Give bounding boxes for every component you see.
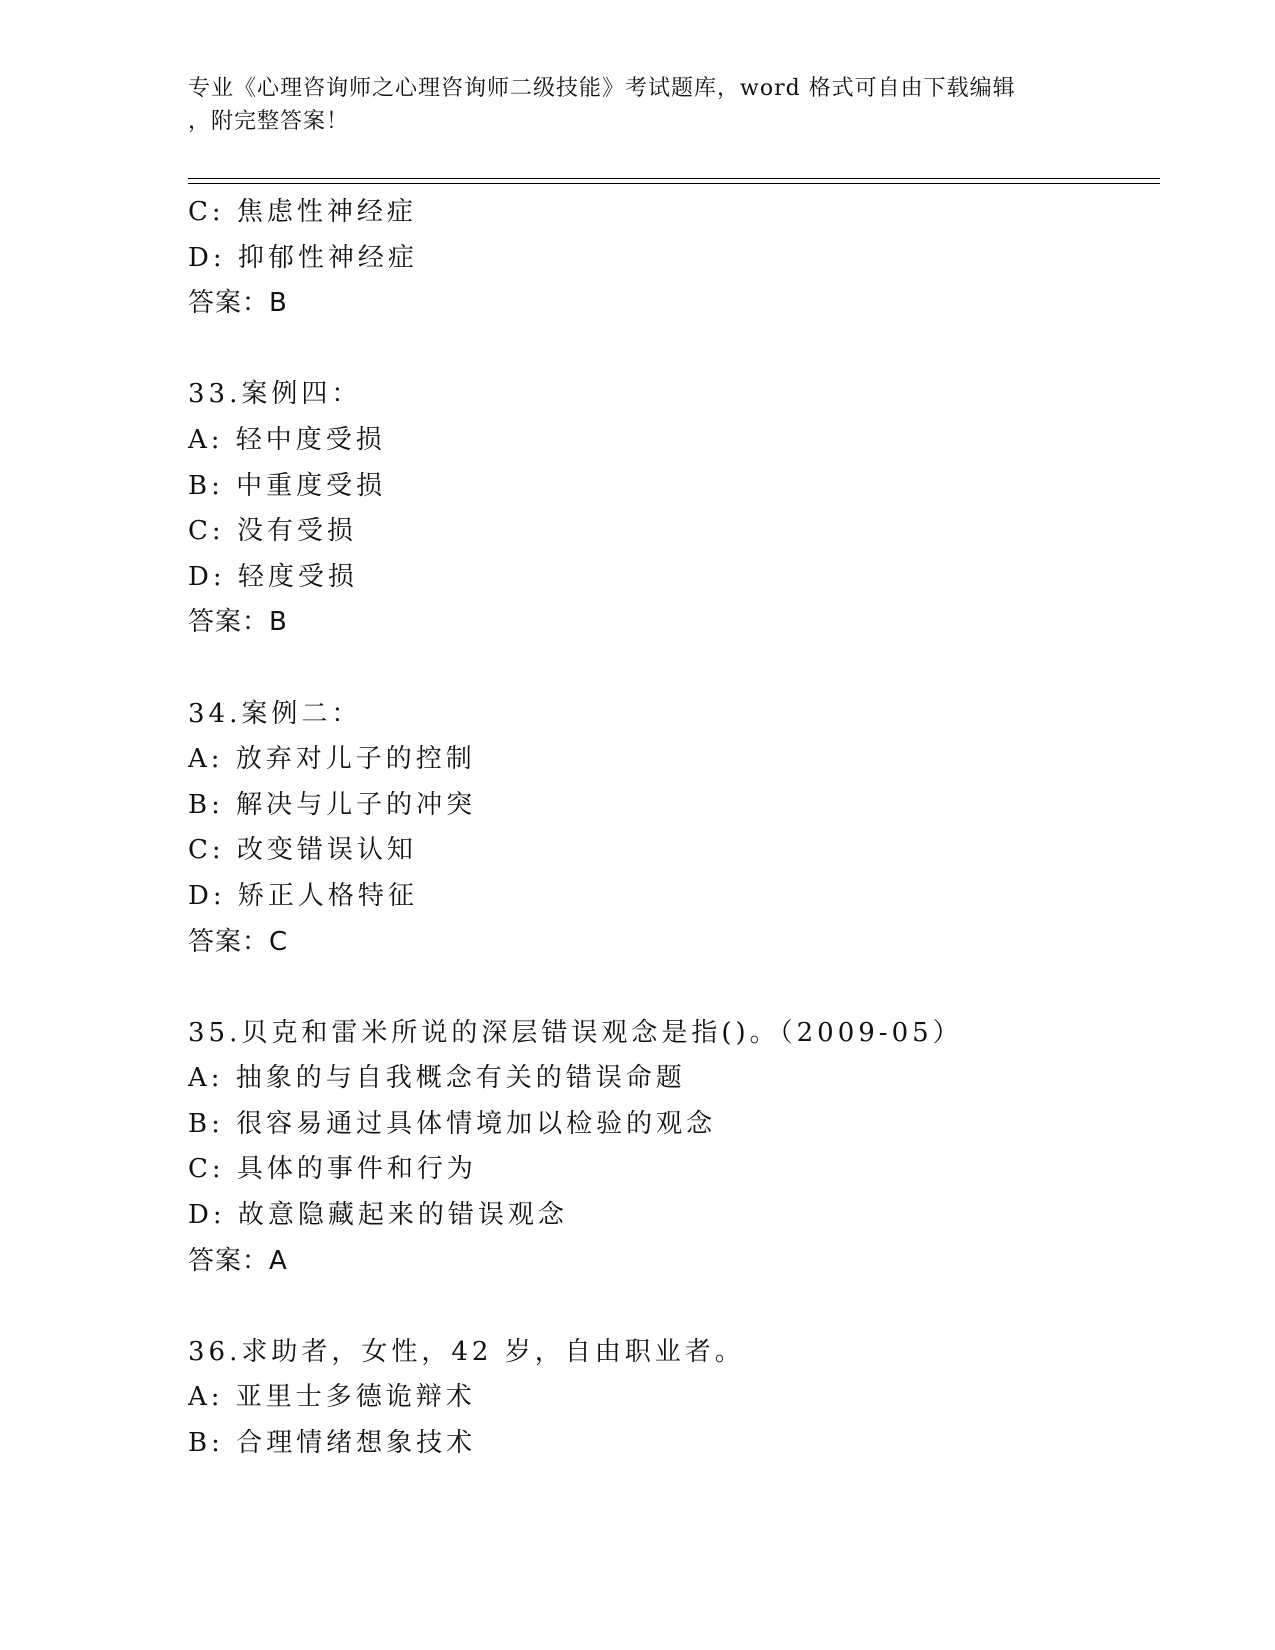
q36-option-a: A: 亚里士多德诡辩术 <box>188 1382 476 1413</box>
q36-option-b: B: 合理情绪想象技术 <box>188 1428 477 1459</box>
q34-question: 34.案例二： <box>188 698 362 729</box>
question-list <box>188 190 1148 1467</box>
q34-option-d: D: 矫正人格特征 <box>188 880 418 911</box>
q32-answer: 答案：B <box>188 288 288 319</box>
header-divider-top <box>188 178 1160 179</box>
spacer <box>188 327 1148 373</box>
q35-option-b: B: 很容易通过具体情境加以检验的观念 <box>188 1108 717 1139</box>
q33-question: 33.案例四： <box>188 379 362 410</box>
q33-option-c: C: 没有受损 <box>188 516 357 547</box>
q36-question: 36.求助者，女性，42 岁，自由职业者。 <box>188 1336 745 1367</box>
q35-option-d: D: 故意隐藏起来的错误观念 <box>188 1200 568 1231</box>
q35-option-a: A: 抽象的与自我概念有关的错误命题 <box>188 1063 686 1094</box>
q34-option-a: A: 放弃对儿子的控制 <box>188 744 476 775</box>
spacer <box>188 965 1148 1011</box>
document-header <box>188 72 1088 138</box>
q34-option-b: B: 解决与儿子的冲突 <box>188 789 477 820</box>
q35-question: 35.贝克和雷米所说的深层错误观念是指()。（2009-05） <box>188 1017 963 1048</box>
header-line-1: 专业《心理咨询师之心理咨询师二级技能》考试题库，word 格式可自由下载编辑 <box>188 76 1016 101</box>
q34-answer: 答案：C <box>188 926 289 957</box>
q35-option-c: C: 具体的事件和行为 <box>188 1154 477 1185</box>
header-divider-bottom <box>188 183 1160 184</box>
q33-option-b: B: 中重度受损 <box>188 470 387 501</box>
spacer <box>188 1284 1148 1330</box>
q32-option-d: D: 抑郁性神经症 <box>188 242 418 273</box>
header-line-2: ，附完整答案！ <box>188 109 350 134</box>
spacer <box>188 646 1148 692</box>
q33-option-d: D: 轻度受损 <box>188 561 358 592</box>
q32-option-c: C: 焦虑性神经症 <box>188 197 417 227</box>
q34-option-c: C: 改变错误认知 <box>188 835 417 866</box>
q33-option-a: A: 轻中度受损 <box>188 424 386 455</box>
q33-answer: 答案：B <box>188 607 288 638</box>
q35-answer: 答案：A <box>188 1245 288 1276</box>
